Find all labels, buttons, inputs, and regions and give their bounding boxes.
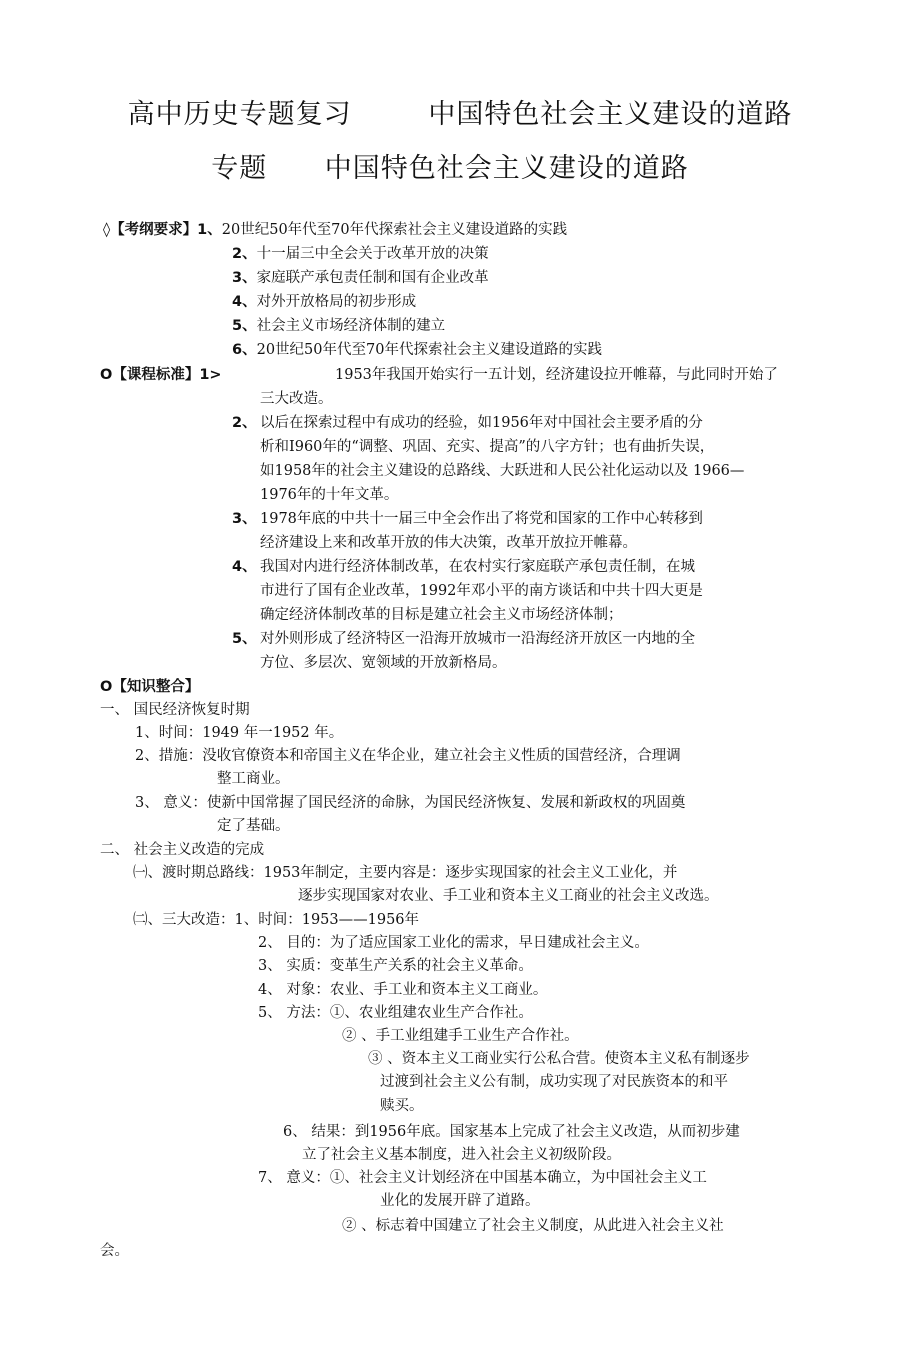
standard-item-line: 1978年底的中共十一届三中全会作出了将党和国家的工作中心转移到 (260, 511, 703, 527)
exam-item-text: 十一届三中全会关于改革开放的决策 (256, 246, 489, 262)
exam-item (232, 340, 602, 360)
exam-item-number: 1、 (197, 222, 222, 238)
knowledge-line: 定了基础。 (217, 818, 290, 834)
document-subtitle: 专题 中国特色社会主义建设的道路 (211, 153, 689, 184)
knowledge-line: ㈡、三大改造：1、时间：1953——1956年 (133, 912, 420, 928)
knowledge-line: 4、 对象：农业、手工业和资本主义工商业。 (258, 982, 548, 998)
standard-item-line: 市进行了国有企业改革，1992年邓小平的南方谈话和中共十四大更是 (260, 583, 703, 599)
exam-item-number: 6、 (232, 342, 257, 358)
knowledge-heading (100, 677, 199, 697)
exam-item-text: 20世纪50年代至70年代探索社会主义建设道路的实践 (221, 222, 568, 238)
knowledge-line: 6、 结果：到1956年底。国家基本上完成了社会主义改造，从而初步建 (283, 1124, 740, 1140)
standard-item-line: 经济建设上来和改革开放的伟大决策，改革开放拉开帷幕。 (260, 535, 637, 551)
knowledge-line: ③ 、资本主义工商业实行公私合营。使资本主义私有制逐步 (368, 1051, 750, 1067)
standard-item-line: 方位、多层次、宽领域的开放新格局。 (260, 655, 507, 671)
standard-item-number: 4、 (232, 559, 257, 575)
knowledge-line: 3、 实质：变革生产关系的社会主义革命。 (258, 958, 533, 974)
knowledge-line: 逐步实现国家对农业、手工业和资本主义工商业的社会主义改选。 (298, 888, 719, 904)
knowledge-line: 3、 意义：使新中国常握了国民经济的命脉，为国民经济恢复、发展和新政权的巩固奠 (135, 795, 686, 811)
knowledge-line: 整工商业。 (217, 771, 290, 787)
knowledge-line: ② 、手工业组建手工业生产合作社。 (342, 1028, 579, 1044)
knowledge-line: ② 、标志着中国建立了社会主义制度，从此进入社会主义社 (342, 1218, 724, 1234)
standard-item-line: 以后在探索过程中有成功的经验，如1956年对中国社会主要矛盾的分 (260, 415, 703, 431)
standard-item-number: 3、 (232, 511, 257, 527)
exam-item-text: 家庭联产承包责任制和国有企业改革 (256, 270, 489, 286)
standard-item-line: 析和I960年的“调整、巩固、充实、提高”的八字方针；也有曲折失误， (260, 439, 715, 455)
knowledge-line: 立了社会主义基本制度，进入社会主义初级阶段。 (302, 1147, 621, 1163)
knowledge-line: 业化的发展开辟了道路。 (380, 1193, 540, 1209)
standard-item-number: 1> (199, 367, 222, 383)
exam-requirements-heading (103, 220, 567, 240)
standard-item-line: 1976年的十年文革。 (260, 487, 399, 503)
knowledge-line: 2、 目的：为了适应国家工业化的需求，早日建成社会主义。 (258, 935, 649, 951)
course-standard-label: 【课程标准】 (112, 367, 200, 383)
exam-requirements-label: 【考纲要求】 (110, 222, 198, 238)
exam-item-number: 2、 (232, 246, 257, 262)
exam-item-text: 社会主义市场经济体制的建立 (256, 318, 446, 334)
circle-bullet-icon: O (100, 367, 113, 383)
exam-item-number: 5、 (232, 318, 257, 334)
exam-item (232, 244, 489, 264)
exam-item-text: 20世纪50年代至70年代探索社会主义建设道路的实践 (256, 342, 602, 358)
knowledge-line: ㈠、渡时期总路线：1953年制定，主要内容是：逐步实现国家的社会主义工业化，并 (133, 865, 678, 881)
exam-item (232, 292, 416, 312)
exam-item-number: 3、 (232, 270, 257, 286)
document-title: 高中历史专题复习 中国特色社会主义建设的道路 (127, 99, 793, 130)
exam-item-text: 对外开放格局的初步形成 (256, 294, 417, 310)
exam-item (232, 268, 489, 288)
knowledge-line: 2、措施：没收官僚资本和帝国主义在华企业，建立社会主义性质的国营经济，合理调 (135, 748, 681, 764)
standard-item-line: 1953年我国开始实行一五计划，经济建设拉开帷幕，与此同时开始了 (335, 367, 778, 383)
knowledge-line: 赎买。 (380, 1098, 424, 1114)
standard-item-line: 三大改造。 (260, 391, 333, 407)
standard-item-line: 确定经济体制改革的目标是建立社会主义市场经济体制； (260, 607, 623, 623)
section-heading: 一、 国民经济恢复时期 (100, 702, 250, 718)
circle-bullet-icon: O (100, 679, 113, 695)
section-heading: 二、 社会主义改造的完成 (100, 842, 265, 858)
standard-item-line: 我国对内进行经济体制改革，在农村实行家庭联产承包责任制，在城 (260, 559, 695, 575)
exam-item (232, 316, 445, 336)
standard-item-line: 如1958年的社会主义建设的总路线、大跃进和人民公社化运动以及 1966— (260, 463, 745, 479)
course-standard-heading (100, 365, 222, 385)
standard-item-number: 5、 (232, 631, 257, 647)
exam-item-number: 4、 (232, 294, 257, 310)
diamond-bullet-icon: ◊ (103, 222, 111, 238)
knowledge-line: 过渡到社会主义公有制，成功实现了对民族资本的和平 (380, 1074, 728, 1090)
standard-item-number: 2、 (232, 415, 257, 431)
standard-item-line: 对外则形成了经济特区一沿海开放城市一沿海经济开放区一内地的全 (260, 631, 695, 647)
knowledge-line: 7、 意义：①、社会主义计划经济在中国基本确立，为中国社会主义工 (258, 1170, 707, 1186)
knowledge-line: 1、时间：1949 年一1952 年。 (135, 725, 344, 741)
knowledge-line: 5、 方法：①、农业组建农业生产合作社。 (258, 1005, 533, 1021)
knowledge-label: 【知识整合】 (112, 679, 200, 695)
knowledge-line: 会。 (100, 1243, 129, 1259)
